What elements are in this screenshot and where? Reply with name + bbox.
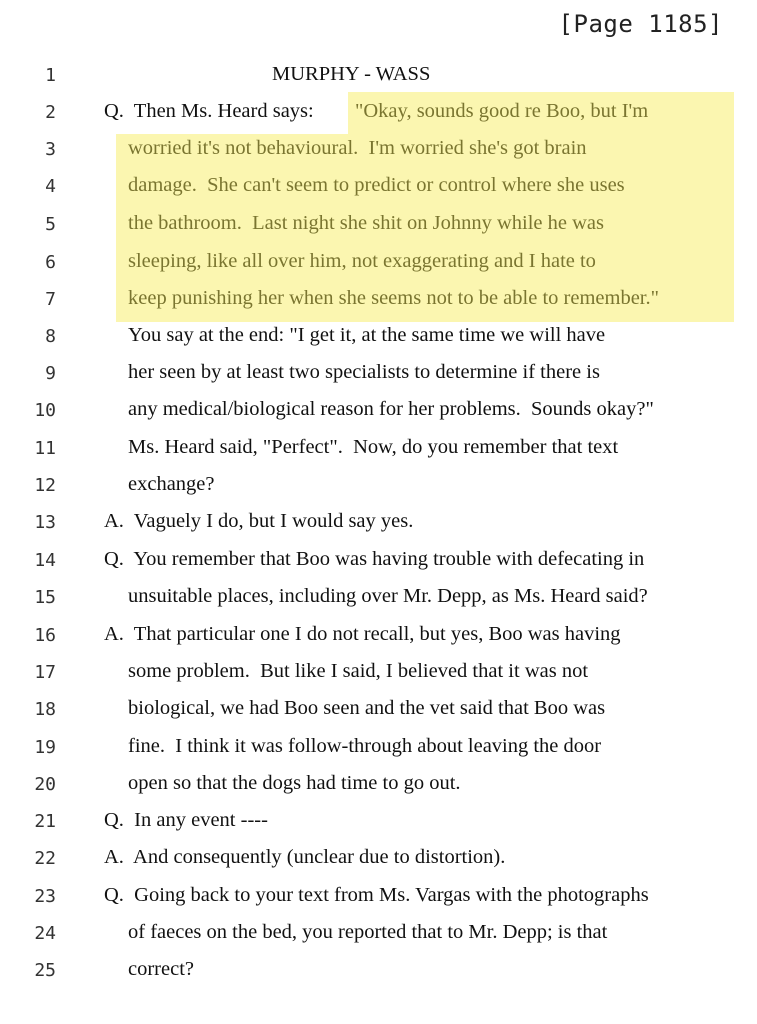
transcript-line: [0, 955, 757, 992]
question-text: Q. Going back to your text from Ms. Vargas with the photographs: [104, 884, 649, 906]
highlighted-quote: "Okay, sounds good re Boo, but I'm: [355, 100, 649, 122]
question-prefix: Q. Then Ms. Heard says:: [104, 100, 324, 122]
line-number: 9: [45, 363, 56, 384]
highlighted-quote: damage. She can't seem to predict or control where she uses: [128, 174, 625, 196]
answer-text: A. And consequently (unclear due to distortion).: [104, 846, 506, 868]
line-number: 23: [34, 886, 56, 907]
transcript-line: [0, 433, 757, 470]
transcript-line: [0, 843, 757, 880]
transcript-line: [0, 134, 757, 171]
line-text: exchange?: [128, 473, 215, 495]
transcript-line: [0, 657, 757, 694]
transcript-line: [0, 97, 757, 134]
line-number: 25: [34, 960, 56, 981]
line-number: 7: [45, 289, 56, 310]
page-number: [Page 1185]: [558, 10, 723, 38]
line-number: 8: [45, 326, 56, 347]
line-text: fine. I think it was follow-through about leaving the door: [128, 735, 602, 757]
line-number: 20: [34, 774, 56, 795]
line-number: 12: [34, 475, 56, 496]
transcript-line: [0, 358, 757, 395]
line-number: 17: [34, 662, 56, 683]
question-text: Q. You remember that Boo was having trouble with defecating in: [104, 548, 645, 570]
line-text: You say at the end: "I get it, at the same time we will have: [128, 324, 606, 346]
line-number: 24: [34, 923, 56, 944]
transcript-line: [0, 321, 757, 358]
question-text: Q. In any event ----: [104, 809, 268, 831]
transcript-line: [0, 470, 757, 507]
line-number: 11: [34, 438, 56, 459]
line-number: 18: [34, 699, 56, 720]
highlighted-quote: sleeping, like all over him, not exaggerating and I hate to: [128, 250, 596, 272]
line-text: open so that the dogs had time to go out.: [128, 772, 461, 794]
transcript-line: [0, 881, 757, 918]
answer-text: A. That particular one I do not recall, but yes, Boo was having: [104, 623, 621, 645]
transcript-line: [0, 284, 757, 321]
line-text: biological, we had Boo seen and the vet said that Boo was: [128, 697, 606, 719]
answer-text: A. Vaguely I do, but I would say yes.: [104, 510, 414, 532]
line-number: 22: [34, 848, 56, 869]
transcript-line: [0, 171, 757, 208]
line-number: 19: [34, 737, 56, 758]
transcript-line: [0, 806, 757, 843]
transcript-line: [0, 209, 757, 246]
line-number: 16: [34, 625, 56, 646]
transcript-line: [0, 620, 757, 657]
line-text: of faeces on the bed, you reported that to Mr. Depp; is that: [128, 921, 608, 943]
transcript-line: [0, 247, 757, 284]
highlighted-quote: the bathroom. Last night she shit on Johnny while he was: [128, 212, 604, 234]
transcript-line: [0, 507, 757, 544]
transcript-line: [0, 545, 757, 582]
transcript-line: [0, 395, 757, 432]
line-number: 2: [45, 102, 56, 123]
line-number: 3: [45, 139, 56, 160]
transcript-line: [0, 694, 757, 731]
highlighted-quote: keep punishing her when she seems not to be able to remember.": [128, 287, 659, 309]
highlighted-quote: worried it's not behavioural. I'm worried she's got brain: [128, 137, 587, 159]
line-text: any medical/biological reason for her problems. Sounds okay?": [128, 398, 654, 420]
witness-header: MURPHY - WASS: [272, 63, 431, 85]
line-number: 13: [34, 512, 56, 533]
transcript-line: [0, 732, 757, 769]
line-number: 5: [45, 214, 56, 235]
transcript-line: [0, 60, 757, 97]
line-text: some problem. But like I said, I believed that it was not: [128, 660, 589, 682]
line-number: 1: [45, 65, 56, 86]
line-number: 6: [45, 252, 56, 273]
transcript-line: [0, 582, 757, 619]
transcript-line: [0, 918, 757, 955]
line-number: 15: [34, 587, 56, 608]
line-number: 14: [34, 550, 56, 571]
line-number: 21: [34, 811, 56, 832]
line-number: 10: [34, 400, 56, 421]
line-text: unsuitable places, including over Mr. Depp, as Ms. Heard said?: [128, 585, 648, 607]
transcript-line: [0, 769, 757, 806]
line-number: 4: [45, 176, 56, 197]
line-text: Ms. Heard said, "Perfect". Now, do you remember that text: [128, 436, 619, 458]
line-text: her seen by at least two specialists to determine if there is: [128, 361, 600, 383]
line-text: correct?: [128, 958, 194, 980]
